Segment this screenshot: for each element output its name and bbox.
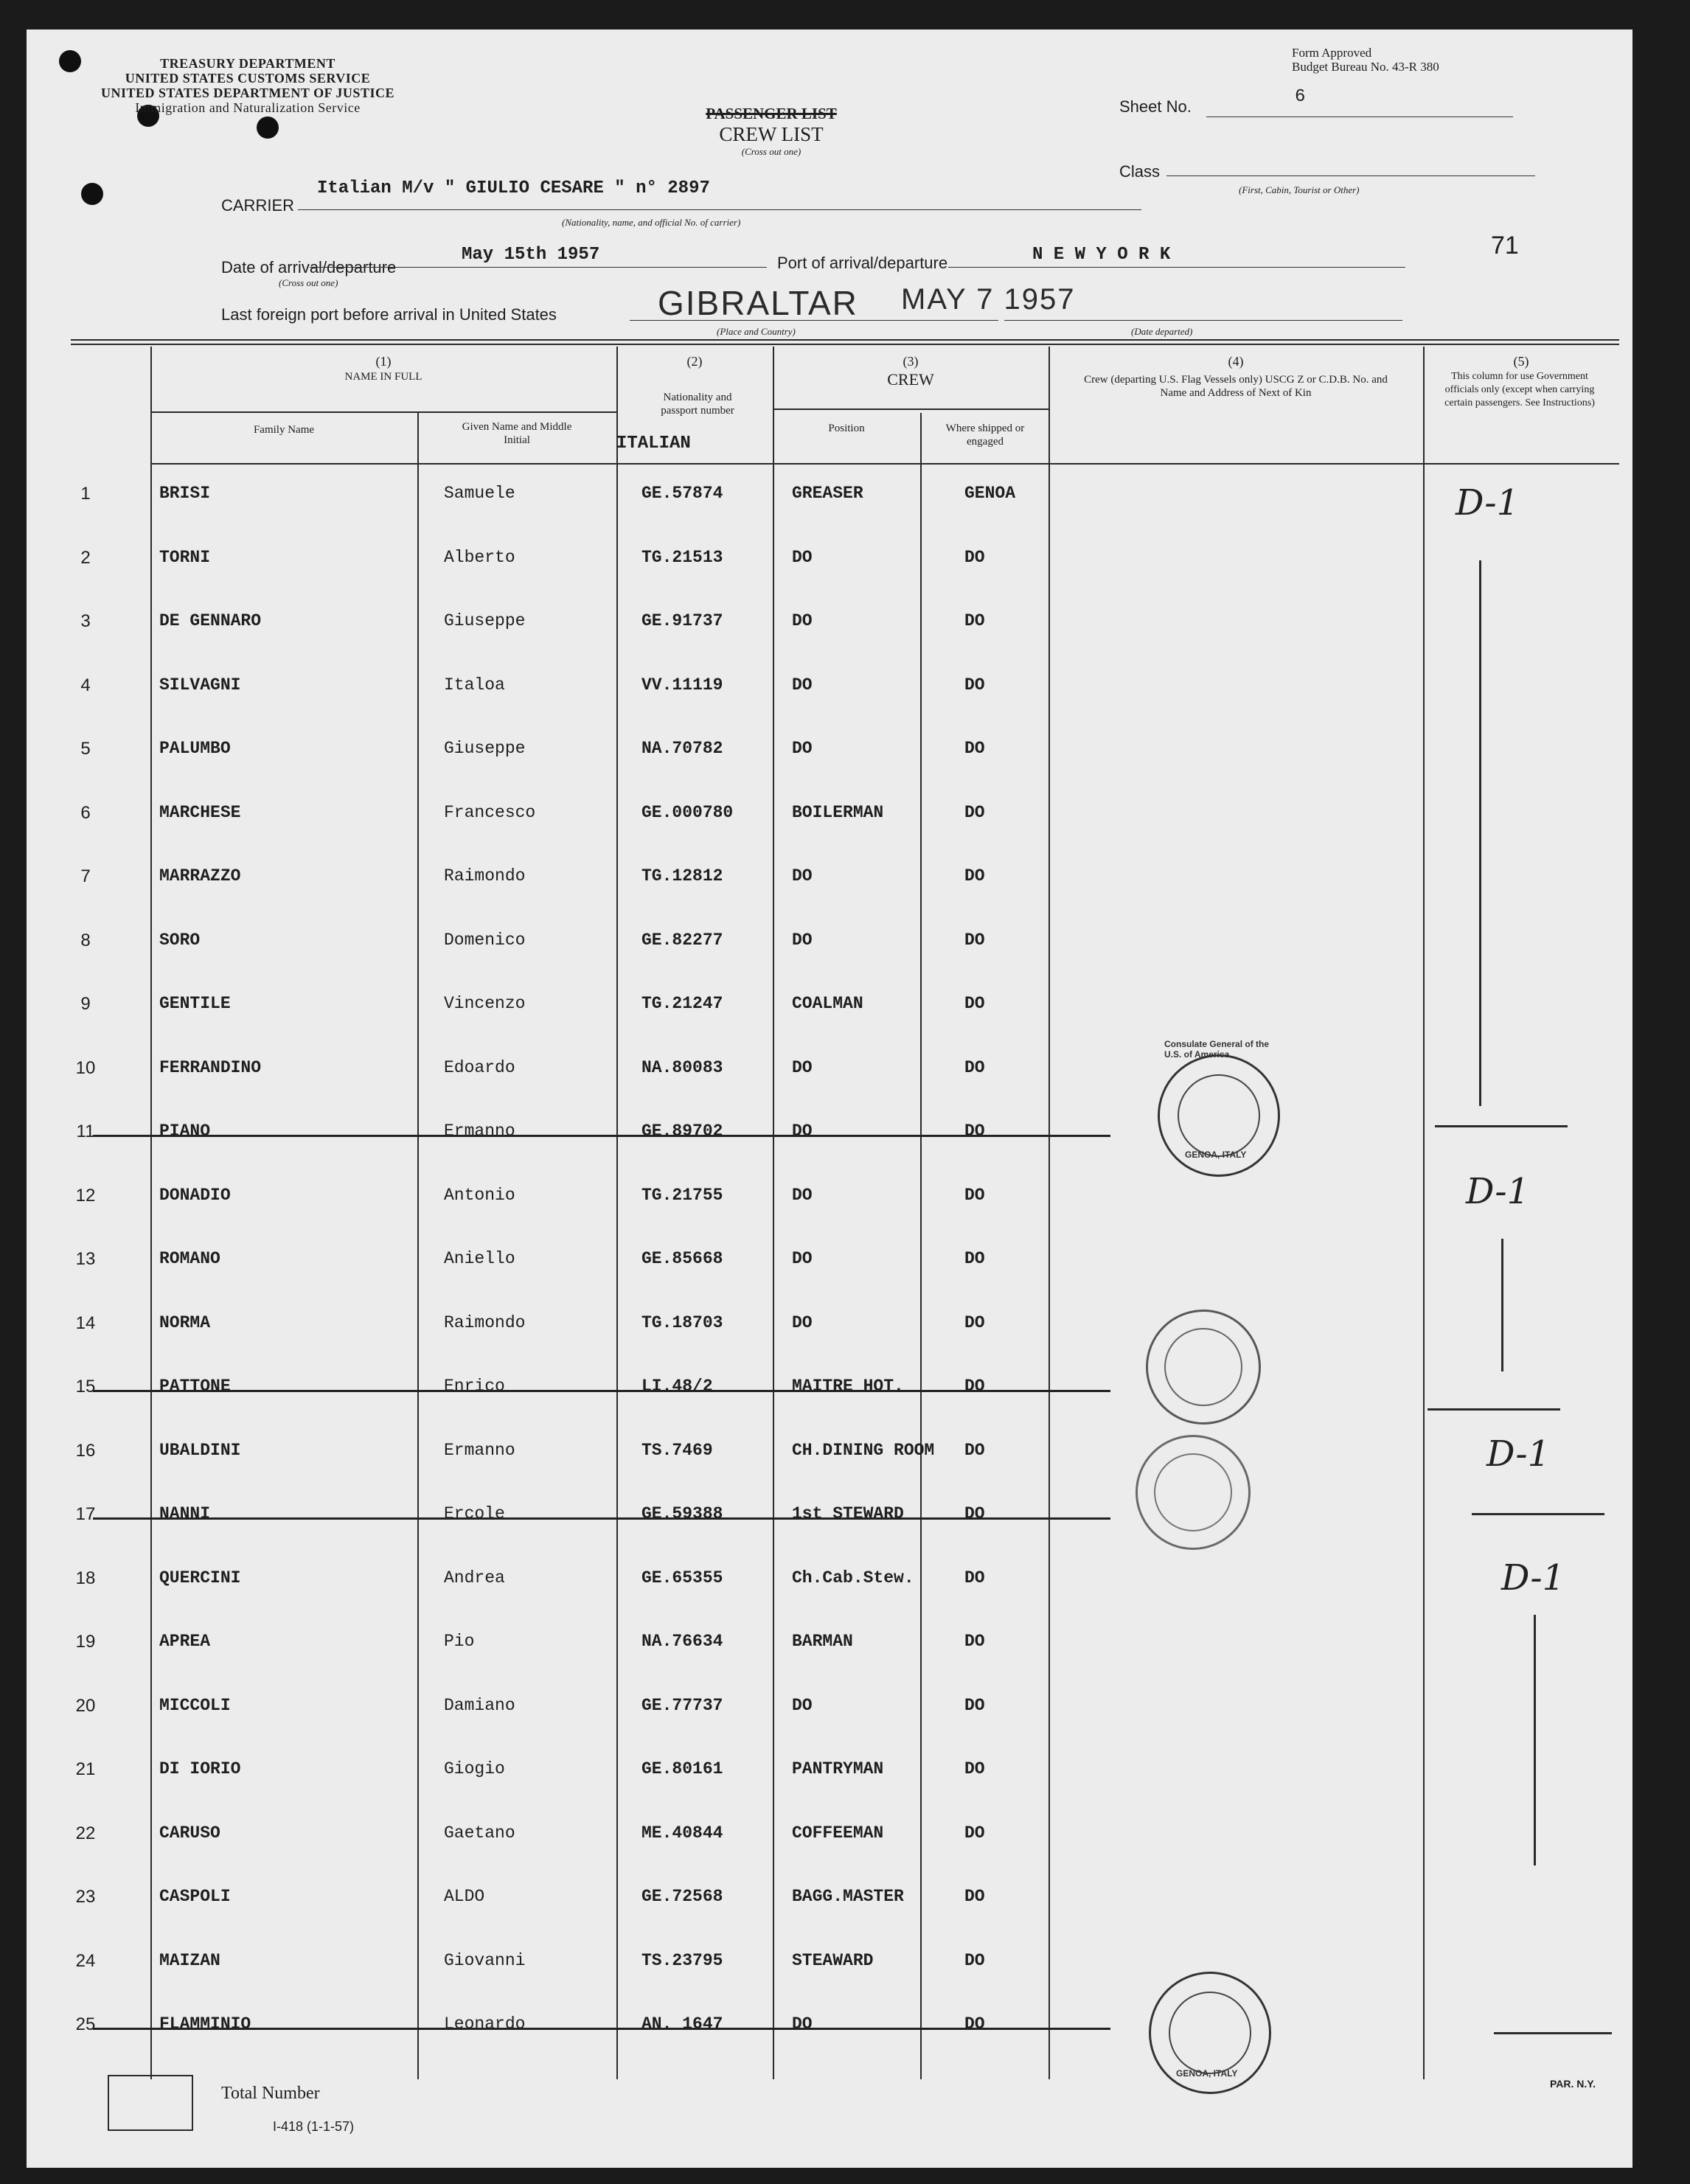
crew-position: DO — [792, 1249, 813, 1268]
where-shipped: DO — [964, 931, 985, 950]
table-row — [63, 1249, 1612, 1281]
given-name: Raimondo — [444, 1313, 526, 1332]
table-row — [63, 1823, 1612, 1856]
arrival-port-value: N E W Y O R K — [1032, 245, 1171, 265]
where-shipped: DO — [964, 1121, 985, 1141]
given-name: Ermanno — [444, 1441, 515, 1460]
row-number: 13 — [75, 1249, 96, 1269]
where-shipped: DO — [964, 866, 985, 886]
given-name: Andrea — [444, 1568, 505, 1587]
passport-number: GE.80161 — [641, 1759, 723, 1778]
class-label: Class — [1119, 162, 1161, 181]
where-shipped: DO — [964, 1058, 985, 1077]
family-name: SILVAGNI — [159, 675, 241, 695]
passport-number: GE.59388 — [641, 1504, 723, 1523]
table-row — [63, 548, 1612, 580]
table-row — [63, 1058, 1612, 1091]
crew-list-title: CREW LIST — [719, 123, 824, 145]
name-in-full-header: NAME IN FULL — [344, 371, 422, 383]
where-shipped: DO — [964, 1313, 985, 1332]
nationality-value: ITALIAN — [616, 434, 691, 453]
row-number: 2 — [80, 548, 91, 568]
carrier-label: CARRIER — [221, 196, 295, 215]
crew-position: DO — [792, 1058, 813, 1077]
passport-number: TG.21513 — [641, 548, 723, 567]
crew-position: DO — [792, 739, 813, 758]
where-shipped: DO — [964, 1823, 985, 1843]
where-shipped: GENOA — [964, 484, 1016, 503]
where-shipped: DO — [964, 803, 985, 822]
table-row — [63, 1568, 1612, 1601]
passport-number: TG.18703 — [641, 1313, 723, 1332]
table-row — [63, 1313, 1612, 1346]
passport-number: NA.70782 — [641, 739, 723, 758]
family-name: PALUMBO — [159, 739, 231, 758]
table-row — [63, 611, 1612, 644]
family-name: TORNI — [159, 548, 211, 567]
crew-position: STEAWARD — [792, 1951, 874, 1970]
where-shipped-header: Where shipped or engaged — [945, 422, 1025, 448]
given-name: Pio — [444, 1632, 475, 1651]
where-shipped: DO — [964, 1887, 985, 1906]
given-name: Enrico — [444, 1377, 505, 1396]
row-number: 12 — [75, 1186, 96, 1206]
table-row — [63, 1887, 1612, 1919]
table-row — [63, 1759, 1612, 1792]
handwritten-d1: D-1 — [1466, 1171, 1530, 1212]
passport-number: GE.57874 — [641, 484, 723, 503]
crew-position: DO — [792, 548, 813, 567]
row-number: 7 — [80, 866, 91, 886]
given-name: Ermanno — [444, 1121, 515, 1141]
given-name: Aniello — [444, 1249, 515, 1268]
where-shipped: DO — [964, 1568, 985, 1587]
punch-hole — [257, 116, 279, 139]
row-number: 9 — [80, 994, 91, 1014]
crew-position: PANTRYMAN — [792, 1759, 884, 1778]
passport-number: TG.21755 — [641, 1186, 723, 1205]
strikethrough-line — [93, 1390, 1110, 1392]
row-number: 5 — [80, 739, 91, 759]
row-number: 3 — [80, 611, 91, 631]
given-name: Italoa — [444, 675, 505, 695]
family-name: NANNI — [159, 1504, 211, 1523]
crew-position: Ch.Cab.Stew. — [792, 1568, 914, 1587]
row-number: 20 — [75, 1696, 96, 1716]
table-row — [63, 994, 1612, 1026]
table-row — [63, 739, 1612, 771]
given-name: Vincenzo — [444, 994, 526, 1013]
family-name: PIANO — [159, 1121, 211, 1141]
crew-position: COALMAN — [792, 994, 863, 1013]
crew-position: BOILERMAN — [792, 803, 884, 822]
given-name: Francesco — [444, 803, 536, 822]
family-name: MARCHESE — [159, 803, 241, 822]
crew-position: GREASER — [792, 484, 863, 503]
row-number: 4 — [80, 675, 91, 695]
given-name: Leonardo — [444, 2014, 526, 2034]
where-shipped: DO — [964, 1951, 985, 1970]
where-shipped: DO — [964, 1186, 985, 1205]
handwritten-d1: D-1 — [1501, 1557, 1565, 1599]
row-number: 15 — [75, 1377, 96, 1397]
table-row — [63, 2014, 1612, 2047]
where-shipped: DO — [964, 1504, 985, 1523]
row-number: 24 — [75, 1951, 96, 1971]
consulate-seal — [1146, 1310, 1261, 1425]
position-header: Position — [828, 422, 865, 434]
family-name: MICCOLI — [159, 1696, 231, 1715]
header-agencies: TREASURY DEPARTMENT UNITED STATES CUSTOMS SERVICE UNITED STATES DEPARTMENT OF JUSTICE Immigration and Naturalization Service — [101, 56, 394, 115]
form-title: PASSENGER LIST CREW LIST (Cross out one) — [668, 105, 874, 158]
crew-position: DO — [792, 1696, 813, 1715]
handwritten-d1: D-1 — [1486, 1433, 1551, 1475]
strikethrough-line — [93, 1517, 1110, 1520]
given-name: Giuseppe — [444, 739, 526, 758]
given-name: Antonio — [444, 1186, 515, 1205]
crew-position: DO — [792, 1121, 813, 1141]
row-number: 23 — [75, 1887, 96, 1907]
family-name: PATTONE — [159, 1377, 231, 1396]
row-number: 10 — [75, 1058, 96, 1078]
punch-hole — [59, 50, 81, 72]
crew-position: DO — [792, 931, 813, 950]
form-number: I-418 (1-1-57) — [273, 2119, 355, 2134]
departure-date-stamp: MAY 7 1957 — [901, 283, 1076, 316]
row-number: 6 — [80, 803, 91, 823]
crew-position: DO — [792, 611, 813, 630]
row-number: 25 — [75, 2014, 96, 2034]
where-shipped: DO — [964, 1696, 985, 1715]
row-number: 16 — [75, 1441, 96, 1461]
crew-position: CH.DINING ROOM — [792, 1441, 935, 1460]
where-shipped: DO — [964, 1632, 985, 1651]
sheet-label: Sheet No. — [1119, 97, 1192, 116]
passport-number: TG.12812 — [641, 866, 723, 886]
arrival-port-label: Port of arrival/departure — [777, 254, 948, 272]
family-name: QUERCINI — [159, 1568, 241, 1587]
passenger-list-title: PASSENGER LIST — [706, 105, 837, 122]
given-name: Giogio — [444, 1759, 505, 1778]
printer-mark: PAR. N.Y. — [1550, 2078, 1596, 2090]
passport-number: AN. 1647 — [641, 2014, 723, 2034]
last-port-label: Last foreign port before arrival in United States — [221, 305, 557, 324]
where-shipped: DO — [964, 1249, 985, 1268]
table-row — [63, 1696, 1612, 1728]
given-name: Damiano — [444, 1696, 515, 1715]
passport-number: TS.7469 — [641, 1441, 713, 1460]
table-row — [63, 1632, 1612, 1664]
table-row — [63, 1377, 1612, 1409]
passport-number: LI.48/2 — [641, 1377, 713, 1396]
crew-position: COFFEEMAN — [792, 1823, 884, 1843]
page-stamp-number: 71 — [1491, 232, 1519, 260]
carrier-value: Italian M/v " GIULIO CESARE " n° 2897 — [317, 178, 710, 198]
family-name: MARRAZZO — [159, 866, 241, 886]
punch-hole — [81, 183, 103, 205]
government-use-header: This column for use Government officials only (except when carrying certain passengers. See Instructions) — [1444, 371, 1595, 408]
family-name: GENTILE — [159, 994, 231, 1013]
where-shipped: DO — [964, 1377, 985, 1396]
table-row — [63, 675, 1612, 708]
last-port-stamp: GIBRALTAR — [658, 284, 858, 322]
table-row — [63, 1121, 1612, 1154]
passport-number: VV.11119 — [641, 675, 723, 695]
table-row — [63, 1441, 1612, 1473]
where-shipped: DO — [964, 548, 985, 567]
row-number: 1 — [80, 484, 91, 504]
row-number: 11 — [76, 1121, 95, 1141]
passport-number: TG.21247 — [641, 994, 723, 1013]
strikethrough-line — [93, 2028, 1110, 2030]
passport-number: GE.91737 — [641, 611, 723, 630]
row-number: 17 — [75, 1504, 96, 1524]
family-name: NORMA — [159, 1313, 211, 1332]
crew-position: DO — [792, 1186, 813, 1205]
crew-next-of-kin-header: Crew (departing U.S. Flag Vessels only) USCG Z or C.D.B. No. and Name and Address of Next of Kin — [1084, 374, 1388, 399]
family-name: APREA — [159, 1632, 211, 1651]
given-name: ALDO — [444, 1887, 485, 1906]
total-number-label: Total Number — [221, 2084, 320, 2103]
family-name: DI IORIO — [159, 1759, 241, 1778]
where-shipped: DO — [964, 1441, 985, 1460]
table-row — [63, 931, 1612, 963]
given-name: Alberto — [444, 548, 515, 567]
consulate-seal — [1136, 1435, 1251, 1550]
family-name: UBALDINI — [159, 1441, 241, 1460]
family-name-header: Family Name — [253, 424, 315, 436]
passport-number: GE.65355 — [641, 1568, 723, 1587]
family-name: BRISI — [159, 484, 211, 503]
nationality-header: Nationality and passport number — [661, 392, 734, 417]
row-number: 14 — [75, 1313, 96, 1333]
where-shipped: DO — [964, 1759, 985, 1778]
passport-number: GE.82277 — [641, 931, 723, 950]
table-row — [63, 1504, 1612, 1537]
given-name: Gaetano — [444, 1823, 515, 1843]
passport-number: TS.23795 — [641, 1951, 723, 1970]
sheet-number: 6 — [1295, 87, 1306, 107]
family-name: ROMANO — [159, 1249, 220, 1268]
consulate-seal: GENOA, ITALY — [1149, 1972, 1271, 2094]
strikethrough-line — [93, 1135, 1110, 1137]
crew-position: DO — [792, 675, 813, 695]
row-number: 21 — [75, 1759, 96, 1779]
family-name: FLAMMINIO — [159, 2014, 251, 2034]
crew-position: BARMAN — [792, 1632, 853, 1651]
passport-number: GE.85668 — [641, 1249, 723, 1268]
passport-number: NA.80083 — [641, 1058, 723, 1077]
crew-position: DO — [792, 2014, 813, 2034]
consulate-seal: Consulate General of the U.S. of America GENOA, ITALY — [1158, 1054, 1280, 1177]
arrival-date-label: Date of arrival/departure — [221, 258, 397, 277]
crew-position: MAITRE HOT. — [792, 1377, 904, 1396]
passport-number: NA.76634 — [641, 1632, 723, 1651]
passport-number: GE.89702 — [641, 1121, 723, 1141]
crew-position: DO — [792, 1313, 813, 1332]
given-name: Ercole — [444, 1504, 505, 1523]
where-shipped: DO — [964, 611, 985, 630]
given-name: Giovanni — [444, 1951, 526, 1970]
crew-position: DO — [792, 866, 813, 886]
crew-list-document: TREASURY DEPARTMENT UNITED STATES CUSTOMS SERVICE UNITED STATES DEPARTMENT OF JUSTICE Immigration and Naturalization Service Form Approved Budget Bureau No. 43-R 380 PASSENGER LIST CREW LIST (Cross out one) Sheet No. 6 Class (First, Cabin, Tourist or Other) Italian M/v " GIULIO CESARE " n° 2897 CARRIER (Nationality, name, and official No. of carrier) Date of arrival/departure May 15th 1957 (Cross out one) Port of arrival/departure N E W Y O R K 71 Last foreign port before arrival in United States GIBRALTAR MAY 7 1957 (Place and Country) (Date departed) (1) NAME IN FULL Family Name Given Name and Middle Initial (2) Nationality and passport number ITALIAN (3) CREW Position Where shipped or engaged (4) Crew (departing U.S. Flag Vessels only) USCG Z or C.D.B. No. and Name and Address of Next of Kin (5) This column for use Government officials only (except when carrying certain passengers. See Instructions) 1 BRISI Samuele GE.57874 GREASER GENOA 2 TORNI Alberto TG.21513 DO DO 3 DE GENNARO Giuseppe GE.91737 DO DO 4 SILVAGNI Italoa VV.11119 DO DO 5 PALUMBO Giuseppe NA.70782 DO DO 6 MARCHESE Francesco GE.000780 BOILERMAN DO 7 MARRAZZO Raimondo TG.12812 DO DO 8 SORO Domenico GE.82277 DO DO 9 GENTILE Vincenzo TG.21247 COALMAN DO 10 FERRANDINO Edoardo NA.80083 DO DO 11 PIANO Ermanno GE.89702 DO DO 12 DONADIO Antonio TG.21755 DO DO 13 ROMANO Aniello GE.85668 DO DO 14 NORMA Raimondo TG.18703 DO DO 15 PATTONE Enrico LI.48/2 MAITRE HOT. DO 16 UBALDINI Ermanno TS.7469 CH.DINING ROOM DO 17 NANNI Ercole GE.59388 1st STEWARD DO 18 QUERCINI Andrea GE.65355 Ch.Cab.Stew. DO 19 APREA Pio NA.76634 BARMAN DO 20 MICCOLI Damiano GE.77737 DO DO 21 DI IORIO Giogio GE.80161 PANTRYMAN DO 22 CARUSO Gaetano ME.40844 COFFEEMAN DO 23 CASPOLI ALDO GE.72568 BAGG.MASTER DO 24 MAIZAN Giovanni TS.23795 STEAWARD DO 25 FLAMMINIO Leonardo AN. 1647 DO DO Consulate General of the U.S. of America GENOA, ITALY GENOA, ITALY D-1 D-1 D-1 D-1 Total Number I-418 (1-1-57) PAR. N.Y. — [27, 29, 1632, 2168]
arrival-date-value: May 15th 1957 — [462, 245, 600, 265]
table-row — [63, 1186, 1612, 1218]
where-shipped: DO — [964, 739, 985, 758]
table-row — [63, 803, 1612, 835]
given-name: Raimondo — [444, 866, 526, 886]
where-shipped: DO — [964, 2014, 985, 2034]
passport-number: GE.72568 — [641, 1887, 723, 1906]
form-approval: Form Approved Budget Bureau No. 43-R 380 — [1292, 46, 1439, 74]
where-shipped: DO — [964, 675, 985, 695]
passport-number: GE.000780 — [641, 803, 734, 822]
table-row — [63, 866, 1612, 899]
family-name: SORO — [159, 931, 201, 950]
crew-header: CREW — [887, 370, 934, 389]
given-name: Domenico — [444, 931, 526, 950]
given-name-header: Given Name and Middle Initial — [462, 421, 572, 446]
family-name: DE GENNARO — [159, 611, 262, 630]
family-name: DONADIO — [159, 1186, 231, 1205]
family-name: CASPOLI — [159, 1887, 231, 1906]
row-number: 18 — [75, 1568, 96, 1588]
given-name: Edoardo — [444, 1058, 515, 1077]
crew-position: 1st STEWARD — [792, 1504, 904, 1523]
handwritten-d1: D-1 — [1456, 482, 1520, 524]
passport-number: ME.40844 — [641, 1823, 723, 1843]
table-row — [63, 484, 1612, 516]
crew-position: BAGG.MASTER — [792, 1887, 904, 1906]
given-name: Samuele — [444, 484, 515, 503]
given-name: Giuseppe — [444, 611, 526, 630]
family-name: CARUSO — [159, 1823, 220, 1843]
family-name: FERRANDINO — [159, 1058, 262, 1077]
row-number: 22 — [75, 1823, 96, 1843]
passport-number: GE.77737 — [641, 1696, 723, 1715]
where-shipped: DO — [964, 994, 985, 1013]
row-number: 8 — [80, 931, 91, 950]
total-number-box — [108, 2075, 193, 2131]
table-row — [63, 1951, 1612, 1983]
row-number: 19 — [75, 1632, 96, 1652]
family-name: MAIZAN — [159, 1951, 220, 1970]
